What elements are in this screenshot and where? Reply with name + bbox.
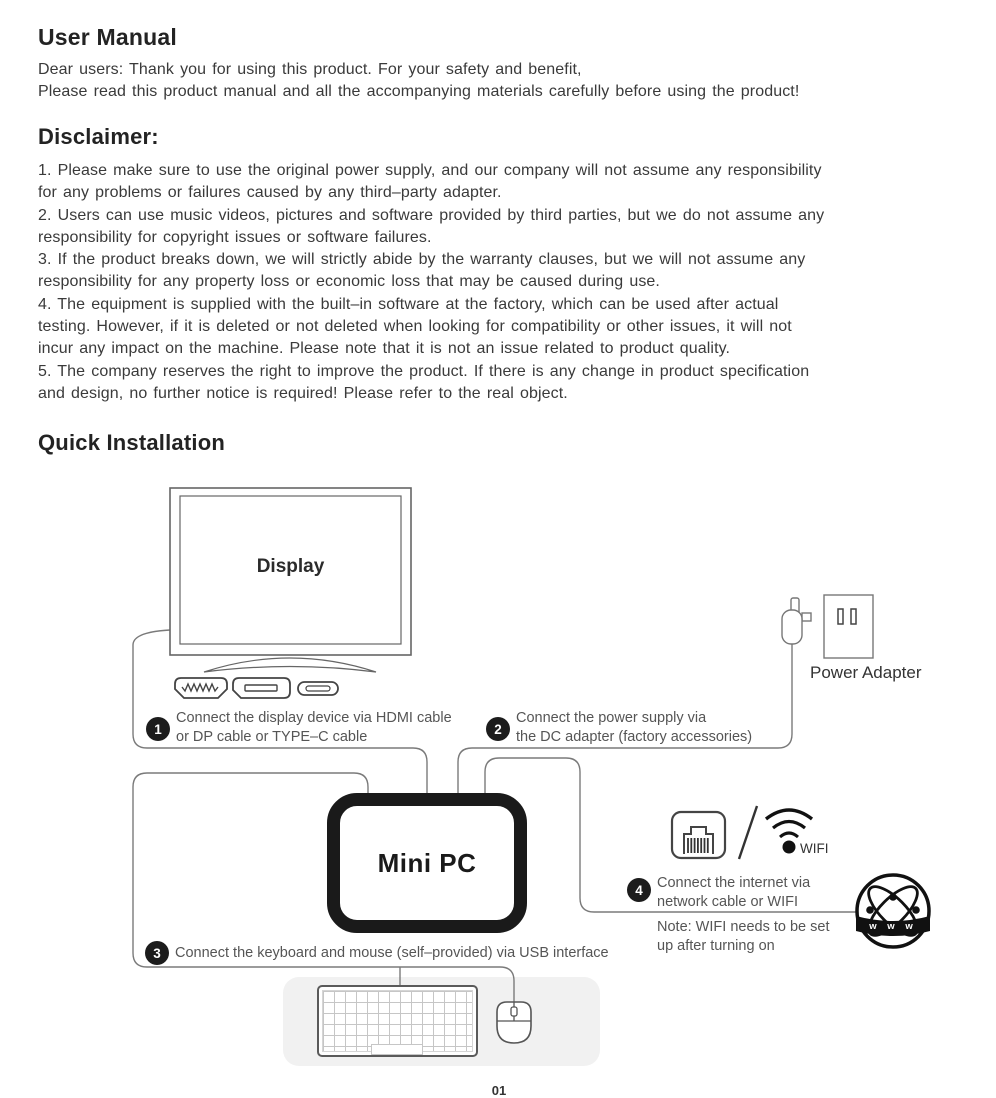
intro-line: Dear users: Thank you for using this product. For your safety and benefit,: [38, 61, 582, 78]
dp-port-icon: [233, 678, 290, 698]
wifi-note-line-1: Note: WIFI needs to be set: [657, 919, 830, 935]
step-2-text: [516, 709, 752, 747]
hdmi-port-icon: [175, 678, 227, 698]
www-globe-icon: [856, 875, 930, 947]
step-3-line-1: Connect the keyboard and mouse (self–provided) via USB interface: [175, 945, 609, 961]
wifi-note: [657, 918, 829, 955]
disclaimer-item-line: incur any impact on the machine. Please note that it is not an issue related to product quality.: [38, 340, 731, 358]
ethernet-port-icon: [672, 812, 725, 858]
disclaimer-list: [38, 160, 962, 405]
disclaimer-item-line: for any problems or failures caused by any third–party adapter.: [38, 184, 502, 202]
disclaimer-item-line: testing. However, if it is deleted or not deleted when looking for compatibility or other issues, it will not: [38, 318, 792, 336]
step-2-badge: 2: [486, 717, 510, 741]
step-4-line-2: network cable or WIFI: [657, 894, 799, 910]
mini-pc-label: Mini PC: [377, 847, 477, 878]
intro-paragraph: [38, 59, 962, 104]
monitor-stand: [204, 658, 376, 672]
mini-pc: [327, 793, 527, 933]
disclaimer-item-line: responsibility for any property loss or economic loss that may be caused during use.: [38, 273, 660, 291]
step-1-line-1: Connect the display device via HDMI cable: [176, 710, 452, 726]
www-band-label: w w w: [869, 921, 917, 932]
quick-installation-heading: Quick Installation: [38, 430, 225, 455]
typec-port-icon: [298, 682, 338, 695]
spacebar-key: [371, 1044, 423, 1055]
disclaimer-item-line: 2. Users can use music videos, pictures and software provided by third parties, but we do not assume any: [38, 206, 825, 224]
disclaimer-item-line: 5. The company reserves the right to improve the product. If there is any change in product specification: [38, 362, 810, 380]
intro-line: Please read this product manual and all the accompanying materials carefully before using the product!: [38, 83, 800, 101]
keyboard-keys: [322, 990, 473, 1052]
disclaimer-heading: Disclaimer:: [38, 124, 159, 149]
disclaimer-item-line: 4. The equipment is supplied with the built–in software at the factory, which can be used after actual: [38, 295, 779, 313]
wifi-label: WIFI: [800, 841, 829, 856]
mouse-icon: [497, 1002, 531, 1043]
disclaimer-item-line: 1. Please make sure to use the original power supply, and our company will not assume any responsibility: [38, 162, 822, 179]
disclaimer-item-line: and design, no further notice is required! Please refer to the real object.: [38, 384, 568, 402]
step-1-text: [176, 709, 452, 747]
step-2-line-2: the DC adapter (factory accessories): [516, 729, 753, 745]
wifi-note-line-2: up after turning on: [657, 937, 775, 954]
keyboard-icon: [317, 985, 478, 1057]
disclaimer-item-line: 3. If the product breaks down, we will strictly abide by the warranty clauses, but we will not assume any: [38, 251, 806, 269]
display-monitor: [170, 488, 411, 672]
step-3-badge: 3: [145, 941, 169, 965]
display-label: Display: [256, 556, 325, 577]
step-4-text: [657, 874, 810, 912]
wall-outlet-icon: [824, 595, 873, 658]
step-1-line-2: or DP cable or TYPE–C cable: [176, 729, 368, 745]
power-adapter-label: Power Adapter: [810, 663, 922, 682]
step-4-badge: 4: [627, 878, 651, 902]
step-2-line-1: Connect the power supply via: [516, 710, 707, 726]
power-plug-icon: [782, 598, 811, 644]
step-1-badge: 1: [146, 717, 170, 741]
disclaimer-item-line: responsibility for copyright issues or software failures.: [38, 228, 432, 246]
step-4-line-1: Connect the internet via: [657, 875, 811, 891]
page-number: 01: [491, 1083, 507, 1098]
step-3-text: [175, 944, 609, 963]
page-title: User Manual: [38, 24, 177, 50]
slash-divider: [739, 806, 757, 859]
